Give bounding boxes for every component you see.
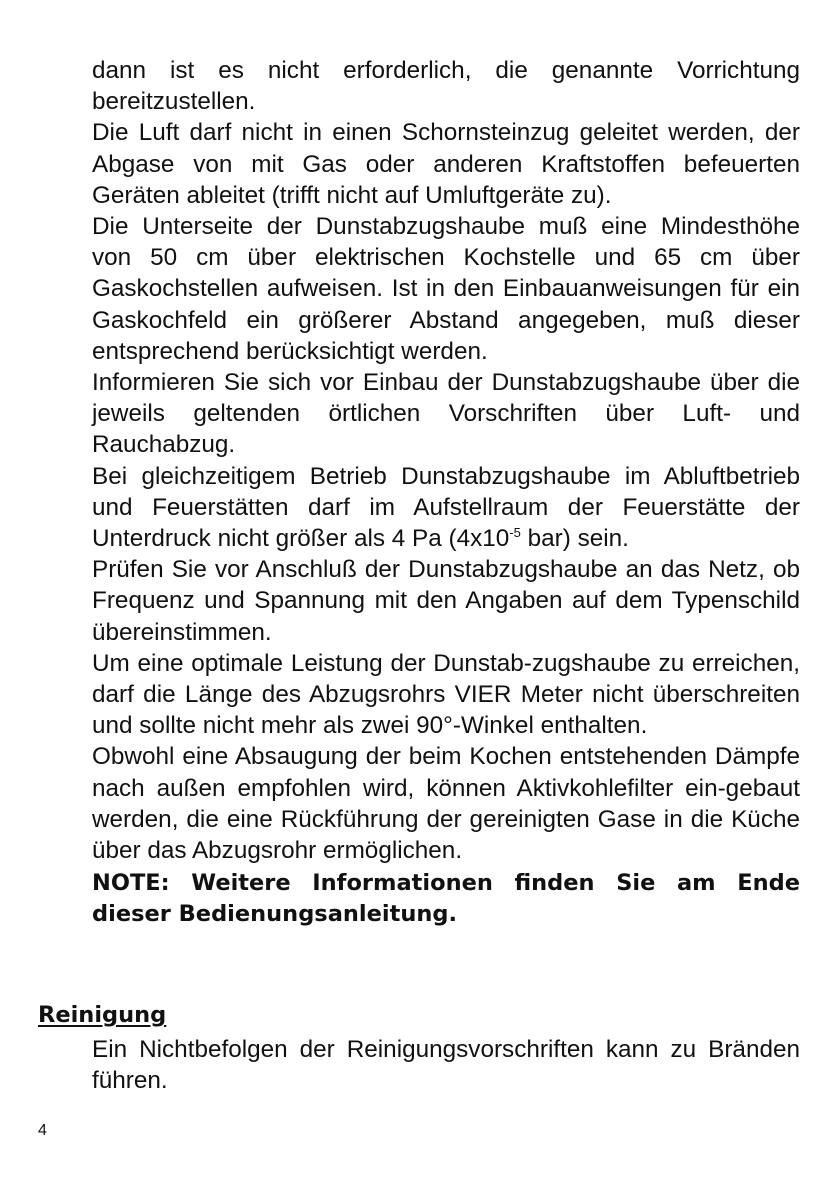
paragraph-pressure — [92, 461, 800, 555]
section-title-reinigung: Reinigung — [38, 1002, 167, 1028]
paragraph-carbon-filter: Obwohl eine Absaugung der beim Kochen entstehenden Dämpfe nach außen empfohlen wird, können Aktivkohlefilter ein-gebaut werden, die eine Rückführung der gereinigten Gase in die Küche über das Abzugsrohr ermöglichen. — [92, 743, 800, 865]
paragraph-duct-length: Um eine optimale Leistung der Dunstab-zugshaube zu erreichen, darf die Länge des Abzugsrohrs VIER Meter nicht überschreiten und sollte nicht mehr als zwei 90°-Winkel enthalten. — [92, 649, 800, 740]
note-text: Weitere Informationen finden Sie am Ende dieser Bedienungsanleitung. — [92, 870, 800, 928]
note-paragraph — [92, 868, 800, 930]
main-text-block — [92, 55, 800, 930]
paragraph-device-note: dann ist es nicht erforderlich, die genannte Vorrichtung bereitzustellen. — [92, 57, 800, 116]
pressure-text-after: bar) sein. — [520, 525, 629, 553]
pressure-exponent: -5 — [509, 525, 521, 541]
paragraph-chimney: Die Luft darf nicht in einen Schornsteinzug geleitet werden, der Abgase von mit Gas oder anderen Kraftstoffen befeuerten Geräten ableitet (trifft nicht auf Umluftgeräte zu). — [92, 119, 800, 209]
pressure-text-before: Bei gleichzeitigem Betrieb Dunstabzugshaube im Abluftbetrieb und Feuerstätten darf im Aufstellraum der Feuerstätte der Unterdruck nicht größer als 4 Pa (4x10 — [92, 462, 800, 553]
paragraph-min-height: Die Unterseite der Dunstabzugshaube muß eine Mindesthöhe von 50 cm über elektrischen Kochstelle und 65 cm über Gaskochstellen aufweisen. Ist in den Einbauanweisungen für ein Gaskochfeld ein größerer Abstand angegeben, muß dieser entsprechend berücksichtigt werden. — [92, 213, 800, 365]
note-label: NOTE: — [92, 870, 170, 897]
paragraph-mains-check: Prüfen Sie vor Anschluß der Dunstabzugshaube an das Netz, ob Frequenz und Spannung mit den Angaben auf dem Typenschild übereinstimmen. — [92, 556, 800, 646]
paragraph-regulations: Informieren Sie sich vor Einbau der Dunstabzugshaube über die jeweils geltenden örtlichen Vorschriften über Luft- und Rauchabzug. — [92, 369, 800, 459]
section-body-reinigung: Ein Nichtbefolgen der Reinigungsvorschriften kann zu Bränden führen. — [92, 1036, 800, 1095]
page-number: 4 — [38, 1122, 47, 1139]
